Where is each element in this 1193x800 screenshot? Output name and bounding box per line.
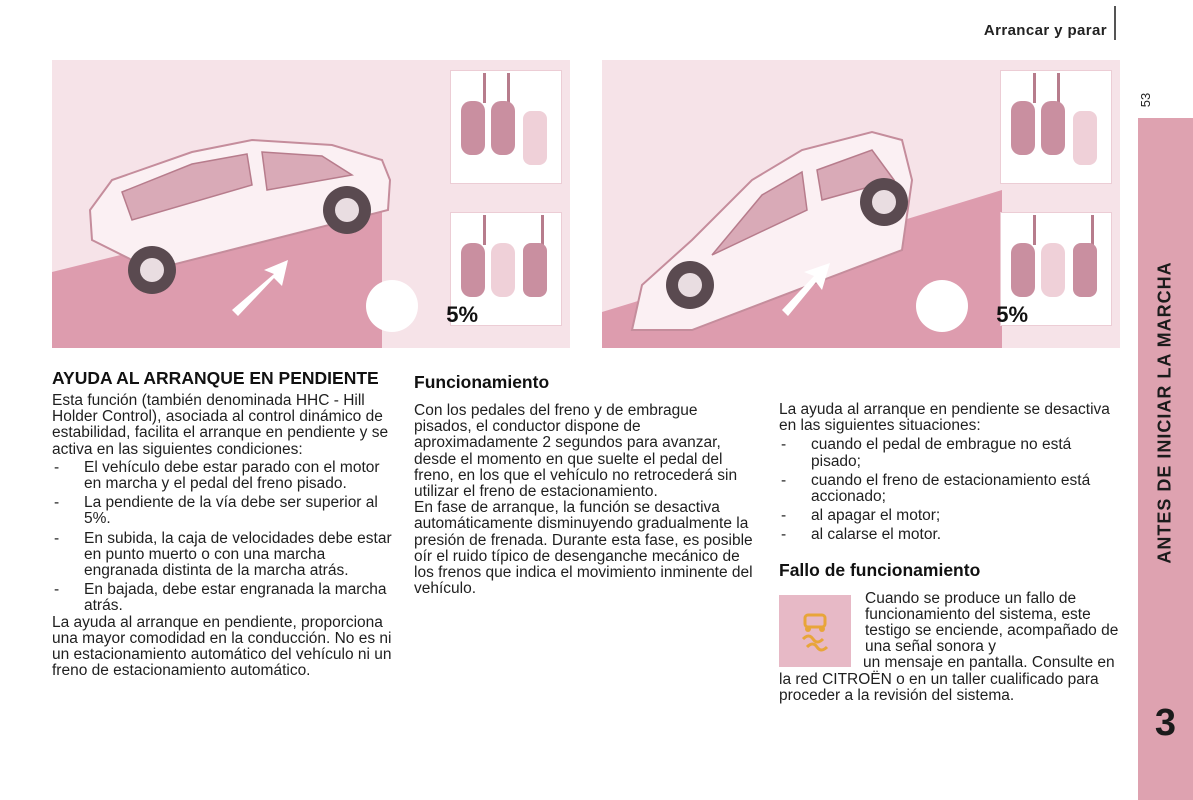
column-hill-start-assist (52, 368, 392, 679)
slope-badge (916, 280, 968, 332)
list-item: - La pendiente de la vía debe ser superior al 5%. (52, 495, 392, 527)
figure-uphill (52, 60, 570, 348)
header-divider (1114, 6, 1116, 40)
list-item: - cuando el pedal de embrague no está pisado; (779, 437, 1123, 469)
fault-paragraph-continued: un mensaje en pantalla. Consulte en la red CITROËN o en un taller cualificado para proceder a la revisión del sistema. (779, 654, 1115, 704)
section-heading: Funcionamiento (414, 372, 550, 392)
slope-percent-label: 5% (446, 302, 478, 327)
chapter-title: ANTES DE INICIAR LA MARCHA (1155, 260, 1176, 564)
paragraph: En fase de arranque, la función se desactiva automáticamente disminuyendo gradualmente la presión de frenada. Durante esta fase, es posible oír el ruido típico de desenganche mecánico de los frenos que indica el movimiento inminente del vehículo. (414, 499, 753, 598)
chapter-title-wrap (1138, 118, 1193, 706)
list-item: - cuando el freno de estacionamiento está accionado; (779, 473, 1123, 505)
section-title: Arrancar y parar (983, 22, 1107, 39)
outro-paragraph: La ayuda al arranque en pendiente, proporciona una mayor comodidad en la conducción. No es ni un estacionamiento automático del vehículo ni un freno de estacionamiento automático. (52, 613, 392, 680)
section-heading: Fallo de funcionamiento (779, 559, 981, 580)
figure-downhill (602, 60, 1120, 348)
stability-warning-icon (793, 609, 837, 653)
list-item: - En bajada, debe estar engranada la marcha atrás. (52, 582, 392, 614)
pedal-diagram-top (1000, 70, 1112, 184)
list-item: - En subida, la caja de velocidades debe estar en punto muerto o con una marcha engranada distinta de la marcha atrás. (52, 531, 392, 580)
pedals-icon (451, 71, 561, 183)
intro-paragraph: Esta función (también denominada HHC - Hill Holder Control), asociada al control dinámico de estabilidad, facilita el arranque en pendiente y se activa en las siguientes condiciones: (52, 392, 389, 458)
chapter-number: 3 (1154, 702, 1177, 744)
warning-lamp (779, 595, 851, 667)
list-item: - El vehículo debe estar parado con el motor en marcha y el pedal del freno pisado. (52, 460, 392, 492)
pedal-diagram-top (450, 70, 562, 184)
paragraph: Con los pedales del freno y de embrague pisados, el conductor dispone de aproximadamente 2 segundos para avanzar, desde el momento en que suelte el pedal del freno, en los que el vehículo no retrocederá sin utilizar el freno de estacionamiento. (414, 402, 738, 501)
slope-percent-label: 5% (996, 302, 1028, 327)
intro-paragraph: La ayuda al arranque en pendiente se desactiva en las siguientes situaciones: (779, 401, 1110, 435)
page-number: 53 (1138, 92, 1153, 108)
section-heading: AYUDA AL ARRANQUE EN PENDIENTE (52, 368, 379, 388)
conditions-list (52, 460, 392, 615)
fault-paragraph: Cuando se produce un fallo de funcionamiento del sistema, este testigo se enciende, acompañado de una señal sonora y (865, 589, 1119, 656)
pedals-icon (1001, 71, 1111, 183)
situations-list (779, 437, 1123, 543)
list-item: - al apagar el motor; (779, 508, 1123, 524)
column-deactivation (779, 402, 1123, 704)
list-item: - al calarse el motor. (779, 527, 1123, 543)
slope-badge (366, 280, 418, 332)
column-operation (414, 372, 759, 597)
